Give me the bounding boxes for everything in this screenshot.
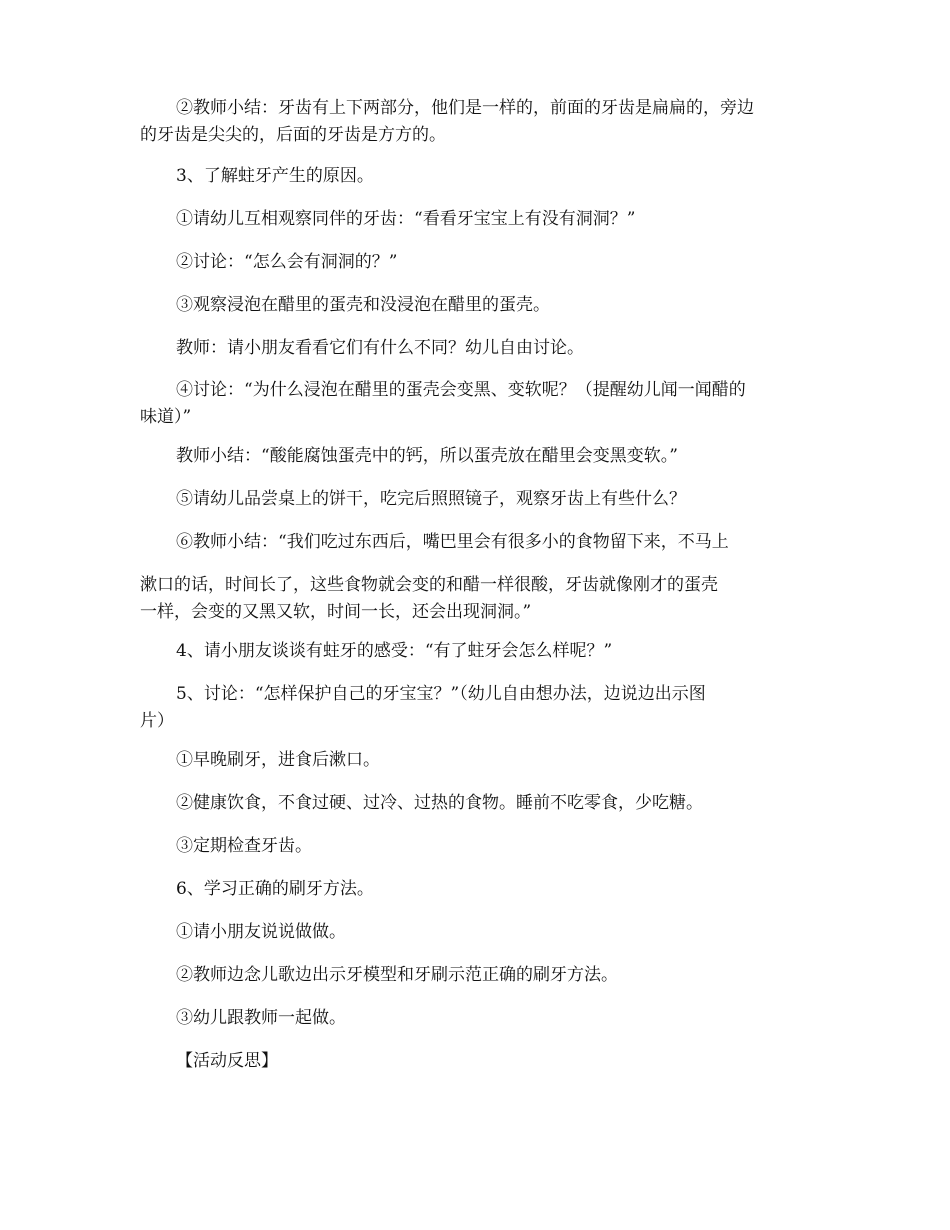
text-line: 片） — [140, 711, 174, 731]
text-line: ①请小朋友说说做做。 — [176, 922, 346, 942]
text-line: ①早晚刷牙，进食后漱口。 — [176, 750, 380, 770]
text-line: 一样，会变的又黑又软，时间一长，还会出现洞洞。” — [140, 602, 532, 622]
text-line: 6、学习正确的刷牙方法。 — [176, 879, 374, 899]
text-line: 【活动反思】 — [176, 1051, 278, 1071]
paragraph-teacher-question — [140, 335, 816, 362]
text-line: 的牙齿是尖尖的，后面的牙齿是方方的。 — [140, 125, 446, 145]
section-heading-3 — [140, 163, 816, 190]
text-line: 教师小结：“酸能腐蚀蛋壳中的钙，所以蛋壳放在醋里会变黑变软。” — [176, 446, 678, 466]
list-item-do-together — [140, 1005, 816, 1032]
paragraph-observe-eggshell — [140, 292, 816, 319]
text-line: ②教师边念儿歌边出示牙模型和牙刷示范正确的刷牙方法。 — [176, 965, 618, 985]
paragraph-discuss-eggshell — [140, 377, 816, 431]
paragraph-taste-biscuits — [140, 486, 816, 513]
paragraph-teacher-summary-food — [140, 529, 816, 556]
section-heading-5 — [140, 681, 816, 735]
paragraph-teacher-summary-acid — [140, 443, 816, 470]
section-heading-reflection — [140, 1048, 816, 1075]
list-item-healthy-diet — [140, 790, 816, 817]
text-line: ⑤请幼儿品尝桌上的饼干，吃完后照照镜子，观察牙齿上有些什么？ — [176, 489, 686, 509]
text-line: 教师：请小朋友看看它们有什么不同？幼儿自由讨论。 — [176, 338, 584, 358]
text-line: ②讨论：“怎么会有洞洞的？” — [176, 252, 398, 272]
text-line: 4、请小朋友谈谈有蛀牙的感受：“有了蛀牙会怎么样呢？” — [176, 641, 613, 661]
paragraph-discuss-holes — [140, 249, 816, 276]
text-line: 3、了解蛀牙产生的原因。 — [176, 166, 374, 186]
text-line: ⑥教师小结：“我们吃过东西后，嘴巴里会有很多小的食物留下来，不马上 — [176, 532, 729, 552]
list-item-teacher-demo — [140, 962, 816, 989]
text-line: ③幼儿跟教师一起做。 — [176, 1008, 346, 1028]
list-item-checkups — [140, 833, 816, 860]
text-line: 漱口的话，时间长了，这些食物就会变的和醋一样很酸，牙齿就像刚才的蛋壳 — [140, 575, 718, 595]
section-heading-6 — [140, 876, 816, 903]
text-line: 5、讨论：“怎样保护自己的牙宝宝？”（幼儿自由想办法，边说边出示图 — [176, 684, 706, 704]
text-line: ③定期检查牙齿。 — [176, 836, 312, 856]
paragraph-observe-peer-teeth — [140, 206, 816, 233]
text-line: ②健康饮食，不食过硬、过冷、过热的食物。睡前不吃零食，少吃糖。 — [176, 793, 703, 813]
paragraph-summary-continued — [140, 572, 816, 626]
text-line: ④讨论：“为什么浸泡在醋里的蛋壳会变黑、变软呢？（提醒幼儿闻一闻醋的 — [176, 380, 746, 400]
text-line: ③观察浸泡在醋里的蛋壳和没浸泡在醋里的蛋壳。 — [176, 295, 550, 315]
list-item-say-and-do — [140, 919, 816, 946]
section-heading-4 — [140, 638, 816, 665]
text-line: ②教师小结：牙齿有上下两部分，他们是一样的，前面的牙齿是扁扁的，旁边 — [176, 98, 754, 118]
text-line: ①请幼儿互相观察同伴的牙齿：“看看牙宝宝上有没有洞洞？” — [176, 209, 636, 229]
list-item-brush-teeth — [140, 747, 816, 774]
text-line: 味道）” — [140, 407, 192, 427]
paragraph-teacher-summary-teeth — [140, 95, 816, 149]
